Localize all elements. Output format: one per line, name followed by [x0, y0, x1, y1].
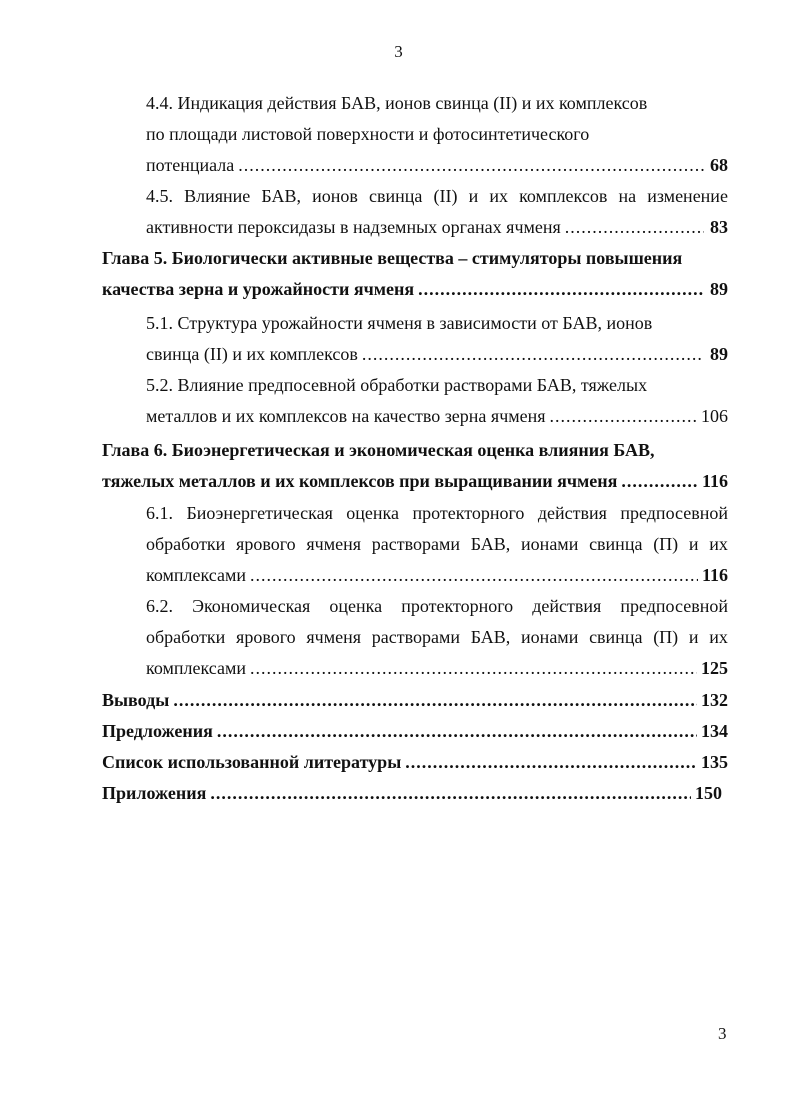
dot-leader — [217, 716, 697, 747]
word: ионов — [312, 186, 358, 206]
word: комплексов — [519, 186, 608, 206]
toc-appendices-page: 150 — [695, 783, 722, 803]
toc-appendices — [102, 778, 722, 809]
word: (П) — [653, 627, 679, 647]
word: Влияние — [184, 186, 251, 206]
toc-conclusions-text: Выводы — [102, 690, 170, 710]
toc-5-2-line-1: 5.2. Влияние предпосевной обработки растворами БАВ, тяжелых — [146, 375, 648, 395]
word: и — [468, 186, 479, 206]
toc-references — [102, 747, 728, 778]
toc-4-4-line-3 — [146, 150, 728, 181]
word: изменение — [647, 186, 728, 206]
word: действия — [537, 503, 607, 523]
toc-6-1-line-1 — [146, 498, 728, 529]
page-number-bottom: 3 — [718, 1024, 727, 1043]
word: ионами — [521, 627, 579, 647]
dot-leader — [418, 274, 704, 305]
toc-6-2-line-1 — [146, 591, 728, 622]
word: предпосевной — [620, 503, 728, 523]
dot-leader — [210, 778, 691, 809]
toc-5-2-text: металлов и их комплексов на качество зерна ячменя — [146, 406, 546, 426]
word: протекторного — [412, 503, 525, 523]
toc-references-page: 135 — [701, 752, 728, 772]
dot-leader — [238, 150, 704, 181]
toc-5-1-line-2 — [146, 339, 728, 370]
toc-chapter-5-line-2 — [102, 274, 728, 305]
toc-6-1-line-2 — [146, 529, 728, 560]
toc-4-5-page: 83 — [710, 217, 728, 237]
word: предпосевной — [620, 596, 728, 616]
toc-5-2-page: 106 — [701, 406, 728, 426]
word: свинца — [589, 534, 643, 554]
word: ячменя — [306, 627, 361, 647]
toc-5-1-page: 89 — [710, 344, 728, 364]
word: свинца — [368, 186, 423, 206]
toc-chapter-6-page: 116 — [701, 471, 728, 491]
toc-5-1-line-1: 5.1. Структура урожайности ячменя в зависимости от БАВ, ионов — [146, 313, 653, 333]
word: протекторного — [401, 596, 514, 616]
toc-6-2-line-3 — [146, 653, 728, 684]
toc-6-1-page: 116 — [701, 565, 728, 585]
dot-leader — [250, 653, 697, 684]
word: обработки — [146, 534, 226, 554]
word: на — [618, 186, 637, 206]
toc-4-4-line-2: по площади листовой поверхности и фотосинтетического — [146, 124, 590, 144]
word: их — [489, 186, 508, 206]
toc-chapter-6-text: тяжелых металлов и их комплексов при выращивании ячменя — [102, 471, 618, 491]
dot-leader — [565, 212, 704, 243]
word: оценка — [329, 596, 383, 616]
word: БАВ, — [470, 534, 511, 554]
dot-leader — [250, 560, 698, 591]
toc-6-1-text: комплексами — [146, 565, 247, 585]
toc-4-4-line-1: 4.4. Индикация действия БАВ, ионов свинца (II) и их комплексов — [146, 93, 648, 113]
word: ярового — [236, 627, 296, 647]
toc-chapter-5-line-1: Глава 5. Биологически активные вещества – стимуляторы повышения — [102, 248, 683, 268]
word: ионами — [521, 534, 579, 554]
toc-4-4-text: потенциала — [146, 155, 235, 175]
page-number-top: 3 — [394, 42, 403, 61]
word: оценка — [346, 503, 400, 523]
word: и — [688, 534, 699, 554]
word: их — [709, 534, 728, 554]
toc-6-2-page: 125 — [701, 658, 728, 678]
toc-references-text: Список использованной литературы — [102, 752, 402, 772]
word: обработки — [146, 627, 226, 647]
toc-6-2-text: комплексами — [146, 658, 247, 678]
toc-conclusions — [102, 685, 728, 716]
dot-leader — [621, 466, 698, 497]
word: свинца — [589, 627, 643, 647]
word: 6.2. — [146, 596, 173, 616]
toc-chapter-5-page: 89 — [710, 279, 728, 299]
dot-leader — [173, 685, 697, 716]
word: их — [709, 627, 728, 647]
dot-leader — [405, 747, 697, 778]
toc-5-1-text: свинца (II) и их комплексов — [146, 344, 358, 364]
toc-5-2-line-2 — [146, 401, 728, 432]
toc-proposals — [102, 716, 728, 747]
word: ячменя — [306, 534, 361, 554]
toc-6-1-line-3 — [146, 560, 728, 591]
word: 6.1. — [146, 503, 173, 523]
word: (II) — [433, 186, 458, 206]
toc-proposals-page: 134 — [701, 721, 728, 741]
word: БАВ, — [261, 186, 301, 206]
toc-chapter-5-text: качества зерна и урожайности ячменя — [102, 279, 415, 299]
toc-proposals-text: Предложения — [102, 721, 213, 741]
toc-4-5-text: активности пероксидазы в надземных органах ячменя — [146, 217, 561, 237]
word: и — [688, 627, 699, 647]
toc-appendices-text: Приложения — [102, 783, 207, 803]
toc-chapter-6-line-2 — [102, 466, 728, 497]
toc-conclusions-page: 132 — [701, 690, 728, 710]
word: Биоэнергетическая — [186, 503, 333, 523]
word: (П) — [653, 534, 679, 554]
toc-4-5-line-2 — [146, 212, 728, 243]
toc-chapter-6-line-1: Глава 6. Биоэнергетическая и экономическая оценка влияния БАВ, — [102, 440, 655, 460]
word: БАВ, — [470, 627, 511, 647]
toc-4-4-page: 68 — [710, 155, 728, 175]
word: 4.5. — [146, 186, 173, 206]
word: растворами — [371, 627, 460, 647]
word: ярового — [236, 534, 296, 554]
toc-6-2-line-2 — [146, 622, 728, 653]
toc-4-5-line-1 — [146, 181, 728, 212]
word: Экономическая — [192, 596, 311, 616]
word: растворами — [371, 534, 460, 554]
dot-leader — [550, 401, 697, 432]
dot-leader — [362, 339, 704, 370]
word: действия — [532, 596, 602, 616]
